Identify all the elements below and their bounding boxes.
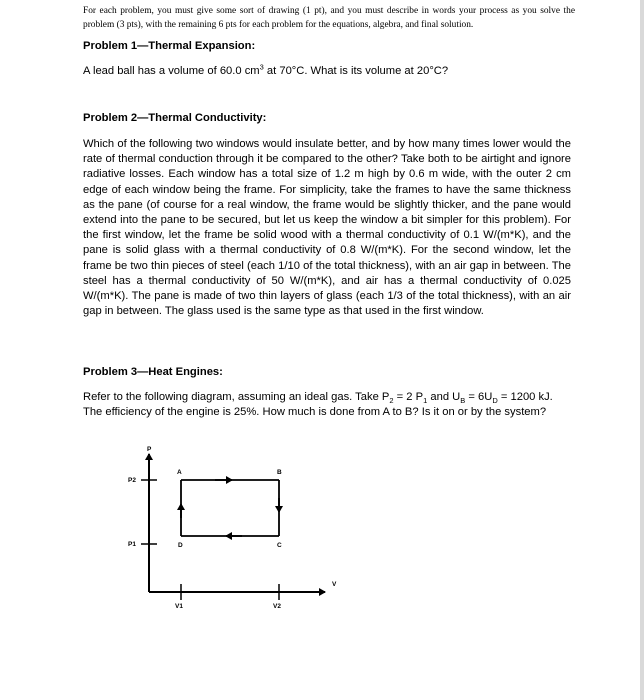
page-edge [640, 0, 644, 700]
problem-1-title: Problem 1—Thermal Expansion: [83, 40, 256, 52]
point-label-d: D [178, 542, 183, 549]
axis-label-p: P [147, 446, 152, 453]
instructions-text: For each problem, you must give some sort of drawing (1 pt), and you must describe in words your process as you solve the problem (3 pts), with the remaining 6 pts for each problem for the equations, algebra, and final solution. [83, 6, 575, 30]
problem-2-title: Problem 2—Thermal Conductivity: [83, 112, 267, 124]
problem-3-title: Problem 3—Heat Engines: [83, 366, 223, 378]
tick-label-p2: P2 [128, 477, 136, 484]
point-label-a: A [177, 469, 182, 476]
axis-label-v: V [332, 581, 337, 588]
problem-3-text: Refer to the following diagram, assuming an ideal gas. Take $P_2 = 2$ $P_1$ and $U_B = 6U_D = 1200$ kJ. The efficiency of the engine is 25%. How much is done from A to B? Is it on or by the system? [83, 391, 553, 419]
tick-label-v2: V2 [273, 603, 281, 610]
tick-label-p1: P1 [128, 541, 136, 548]
problem-2-text: Which of the following two windows would insulate better, and by how many times lower would the rate of thermal conduction through it be compared to the other? Take both to be airtight and ignore radiative losses. Each window has a total size of 1.2 m high by 0.6 m wide, with the outer 2 cm edge of each window being the frame. For simplicity, take the frames to have the same thickness as the pane (of course for a real window, the frame would be slightly thicker, and the pane would extend into the pane to be secured, but let us keep the window a bit simpler for this problem). For the first window, let the frame be solid wood with a thermal conductivity of 0.1 W/(m*K), and the pane is solid glass with a thermal conductivity of 0.8 W/(m*K). For the second window, let the frame be two thin pieces of steel (each 1/10 of the total thickness), with an air gap in between. The steel has a thermal conductivity of 50 W/(m*K), and air has a thermal conductivity of 0.025 W/(m*K). The pane is made of two thin layers of glass (each 1/3 of the total thickness), with an air gap in between. The glass used is the same type as that used in the first window. [83, 138, 571, 318]
point-label-b: B [277, 469, 282, 476]
tick-label-v1: V1 [175, 603, 183, 610]
pv-diagram [120, 440, 360, 610]
problem-1-text: A lead ball has a volume of 60.0 $cm^3$ at 70°C. What is its volume at 20°C? [83, 62, 449, 77]
point-label-c: C [277, 542, 282, 549]
